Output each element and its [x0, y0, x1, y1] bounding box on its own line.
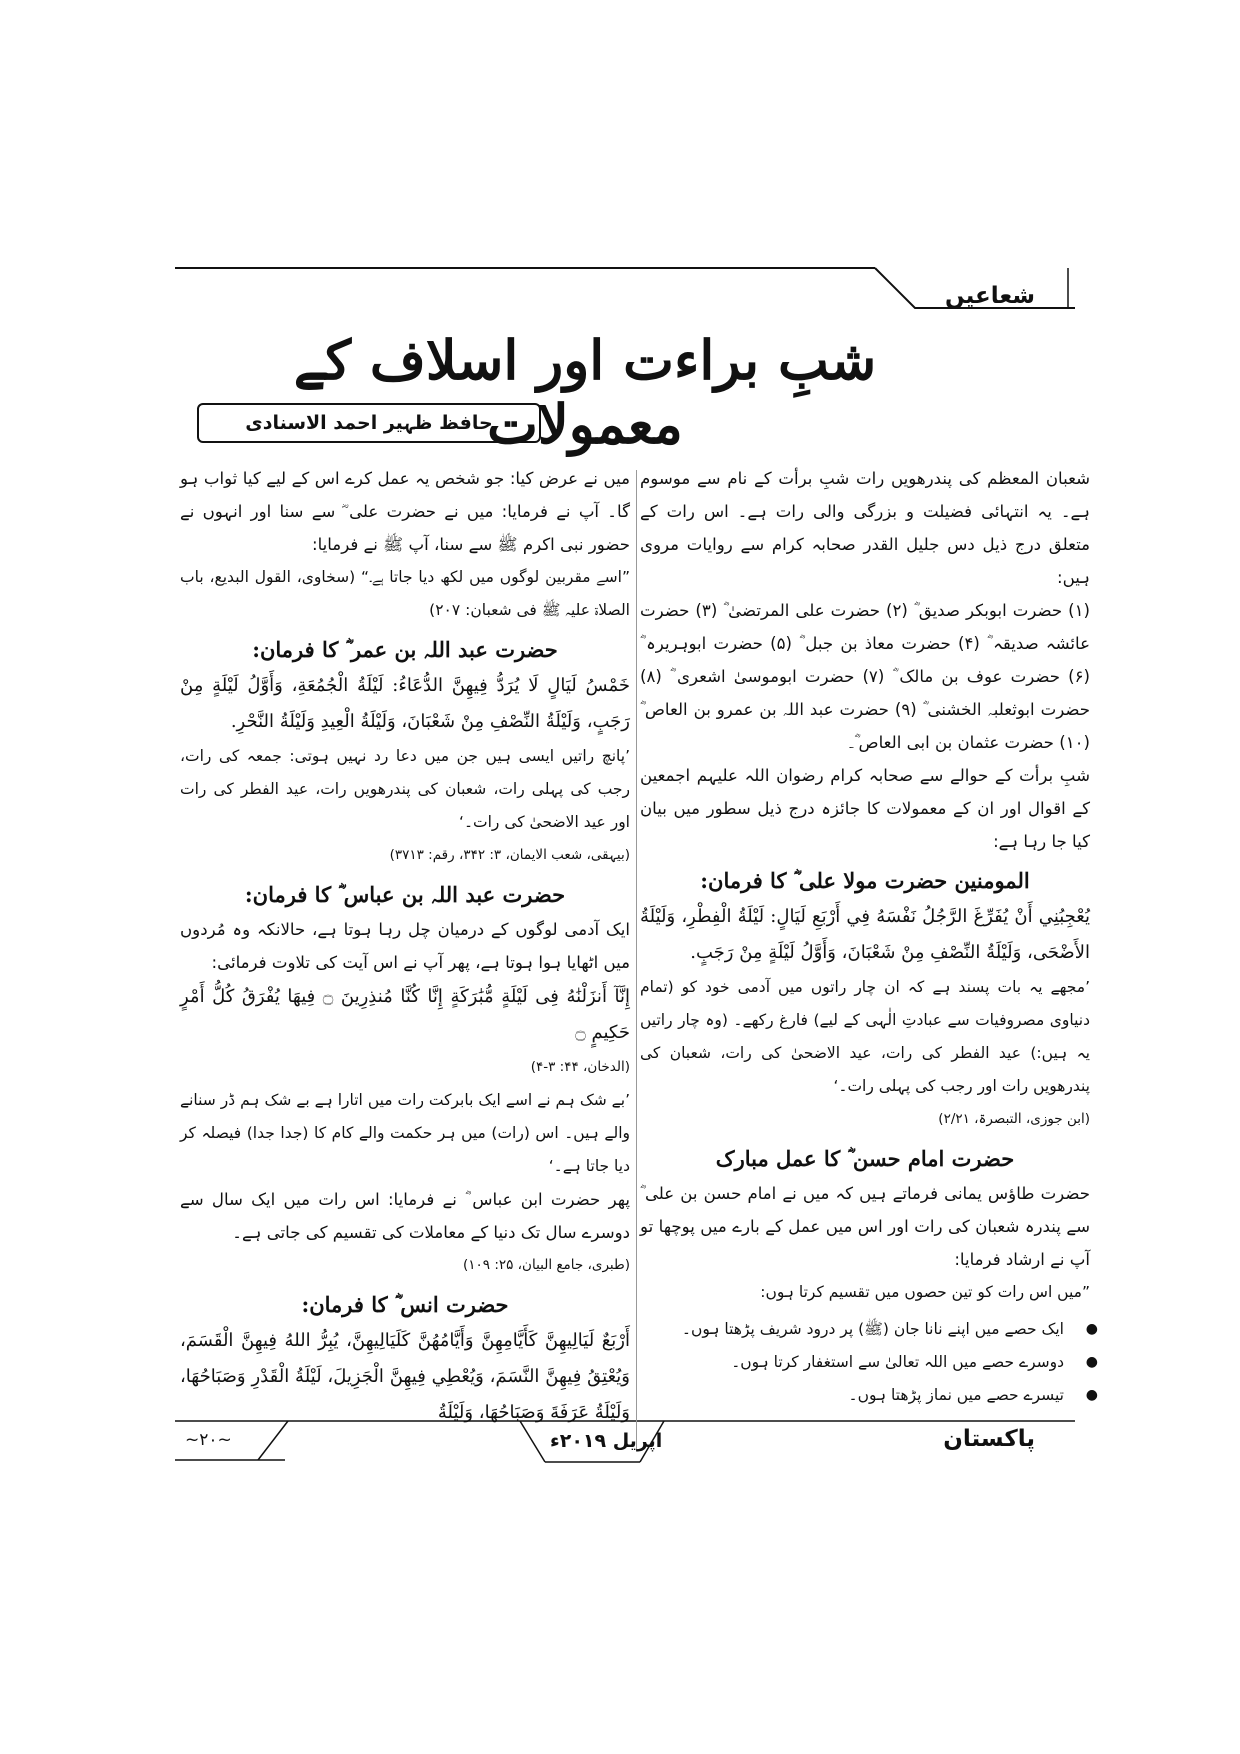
continuation-quote: ”اسے مقربین لوگوں میں لکھ دیا جاتا ہے۔“ (سخاوی، القول البدیع، باب الصلاۃ علیہ ﷺ فی شعبان: ۲۰۷) [180, 568, 630, 619]
list-item: ● تیسرے حصے میں نماز پڑھتا ہوں۔ [640, 1379, 1068, 1412]
quote-hasan: ”میں اس رات کو تین حصوں میں تقسیم کرتا ہوں: [760, 1283, 1090, 1301]
arabic-text-ibn-umar: خَمْسُ لَيَالٍ لَا يُرَدُّ فِيهِنَّ الدُّعَاءُ: لَيْلَةُ الْجُمُعَةِ، وَأَوَّلُ لَيْلَةٍ مِنْ رَجَبٍ، وَلَيْلَةُ النِّصْفِ مِنْ شَعْبَانَ، وَلَيْلَةُ الْعِيدِ وَلَيْلَةُ النَّحْرِ. [180, 675, 630, 732]
reference-tabari: (طبری، جامع البیان، ۲۵: ۱۰۹) [462, 1257, 630, 1273]
heading-anas: حضرت انس ؓ کا فرمان: [301, 1292, 509, 1317]
intro-paragraph: شعبان المعظم کی پندرھویں رات شبِ برأت کے نام سے موسوم ہے۔ یہ انتہائی فضیلت و بزرگی والی رات ہے۔ اس رات کے متعلق درج ذیل دس جلیل القدر صحابہ کرام سے روایات مروی ہیں: [640, 469, 1090, 587]
reference-ali: (ابن جوزی، التبصرۃ، ۲/۲۱) [938, 1111, 1090, 1127]
text-ibn-abbas-2: پھر حضرت ابن عباس ؓ نے فرمایا: اس رات میں ایک سال سے دوسرے سال تک دنیا کے معاملات کی تقسیم کی جاتی ہے۔ [180, 1190, 630, 1242]
left-column [180, 462, 630, 1431]
reference-ibn-umar: (بیہقی، شعب الایمان، ۳: ۳۴۲، رقم: ۳۷۱۳) [389, 847, 630, 863]
section-tag: شعاعیں [944, 283, 1035, 309]
issue-date: اپریل ۲۰۱۹ء [550, 1430, 663, 1452]
translation-ibn-umar: ’پانچ راتیں ایسی ہیں جن میں دعا رد نہیں ہوتی: جمعہ کی رات، رجب کی پہلی رات، شعبان کی پندرھویں رات، عید الفطر کی رات اور عید الاضحیٰ کی رات۔‘ [180, 747, 630, 831]
reference-quran: (الدخان، ۴۴: ۳-۴) [530, 1059, 630, 1075]
list-item: ● ایک حصے میں اپنے نانا جان (ﷺ) پر درود شریف پڑھتا ہوں۔ [640, 1313, 1068, 1346]
bullet-list [640, 1313, 1090, 1412]
arabic-text-ali: يُعْجِبُنِي أَنْ يُفَرِّغَ الرَّجُلُ نَفْسَهُ فِي أَرْبَعِ لَيَالٍ: لَيْلَةُ الْفِطْرِ، وَلَيْلَةُ الأَضْحَى، وَلَيْلَةُ النِّصْفِ مِنْ شَعْبَانَ، وَأَوَّلُ لَيْلَةٍ مِنْ رَجَبٍ. [640, 906, 1090, 963]
transition-paragraph: شبِ برأت کے حوالے سے صحابہ کرام رضوان اللہ علیہم اجمعین کے اقوال اور ان کے معمولات کا جائزہ درج ذیل سطور میں بیان کیا جا رہا ہے: [640, 766, 1090, 851]
text-ibn-abbas: ایک آدمی لوگوں کے درمیان چل رہا ہوتا ہے، حالانکہ وہ مُردوں میں اٹھایا ہوا ہوتا ہے، پھر آپ نے اس آیت کی تلاوت فرمائی: [180, 920, 630, 972]
heading-ali: المومنین حضرت مولا علی ؓ کا فرمان: [700, 868, 1030, 893]
magazine-name: پاکستان [943, 1426, 1035, 1452]
continuation-paragraph: میں نے عرض کیا: جو شخص یہ عمل کرے اس کے لیے کیا ثواب ہو گا۔ آپ نے فرمایا: میں نے حضرت علی ؓ سے سنا اور انہوں نے حضور نبی اکرم ﷺ سے سنا، آپ ﷺ نے فرمایا: [180, 469, 630, 554]
right-column [640, 462, 1090, 1412]
heading-hasan: حضرت امام حسن ؓ کا عمل مبارک [715, 1146, 1015, 1171]
heading-ibn-abbas: حضرت عبد اللہ بن عباس ؓ کا فرمان: [244, 882, 566, 907]
list-item: ● دوسرے حصے میں اللہ تعالیٰ سے استغفار کرتا ہوں۔ [640, 1346, 1068, 1379]
translation-quran: ’بے شک ہم نے اسے ایک بابرکت رات میں اتارا ہے بے شک ہم ڈر سنانے والے ہیں۔ اس (رات) میں ہر حکمت والے کام کا (جدا جدا) فیصلہ کر دیا جاتا ہے۔‘ [180, 1091, 630, 1175]
arabic-text-anas: أَرْبَعٌ لَيَالِيهِنَّ كَأَيَّامِهِنَّ وَأَيَّامُهُنَّ كَلَيَالِيهِنَّ، يُبِرُّ اللهُ فِيهِنَّ الْقَسَمَ، وَيُعْتِقُ فِيهِنَّ النَّسَمَ، وَيُعْطِي فِيهِنَّ الْجَزِيلَ، لَيْلَةُ الْقَدْرِ وَصَبَاحُهَا، وَلَيْلَةُ عَرَفَةَ وَصَبَاحُهَا، وَلَيْلَةُ [180, 1330, 630, 1423]
article-title: شبِ براءت اور اسلاف کے معمولات [293, 328, 877, 456]
page-number: ~۲۰~ [185, 1430, 232, 1450]
quran-verse: إِنَّآ أَنزَلْنَٰهُ فِى لَيْلَةٍ مُّبَٰرَكَةٍ إِنَّا كُنَّا مُنذِرِينَ ۝ فِيهَا يُفْرَقُ كُلُّ أَمْرٍ حَكِيمٍ ۝ [180, 986, 630, 1043]
column-divider [636, 470, 637, 1450]
author-box: حافظ ظہیر احمد الاسنادی [197, 403, 541, 443]
heading-ibn-umar: حضرت عبد اللہ بن عمر ؓ کا فرمان: [252, 637, 558, 662]
text-hasan: حضرت طاؤس یمانی فرماتے ہیں کہ میں نے امام حسن بن علی ؓ سے پندرہ شعبان کی رات اور اس میں عمل کے بارے میں پوچھا تو آپ نے ارشاد فرمایا: [640, 1184, 1090, 1269]
translation-ali: ’مجھے یہ بات پسند ہے کہ ان چار راتوں میں آدمی خود کو (تمام دنیاوی مصروفیات سے عبادتِ الٰہی کے لیے) فارغ رکھے۔ (وہ چار راتیں یہ ہیں:) عید الفطر کی رات، عید الاضحیٰ کی رات، شعبان کی پندرھویں رات اور رجب کی پہلی رات۔‘ [640, 978, 1090, 1095]
narrators-list: (۱) حضرت ابوبکر صدیق ؓ (۲) حضرت علی المرتضیٰ ؓ (۳) حضرت عائشہ صدیقہ ؓ (۴) حضرت معاذ بن جبل ؓ (۵) حضرت ابوہریرہ ؓ (۶) حضرت عوف بن مالک ؓ (۷) حضرت ابوموسیٰ اشعری ؓ (۸) حضرت ابوثعلبہ الخشنی ؓ (۹) حضرت عبد اللہ بن عمرو بن العاص ؓ (۱۰) حضرت عثمان بن ابی العاص ؓ۔ [640, 601, 1091, 752]
